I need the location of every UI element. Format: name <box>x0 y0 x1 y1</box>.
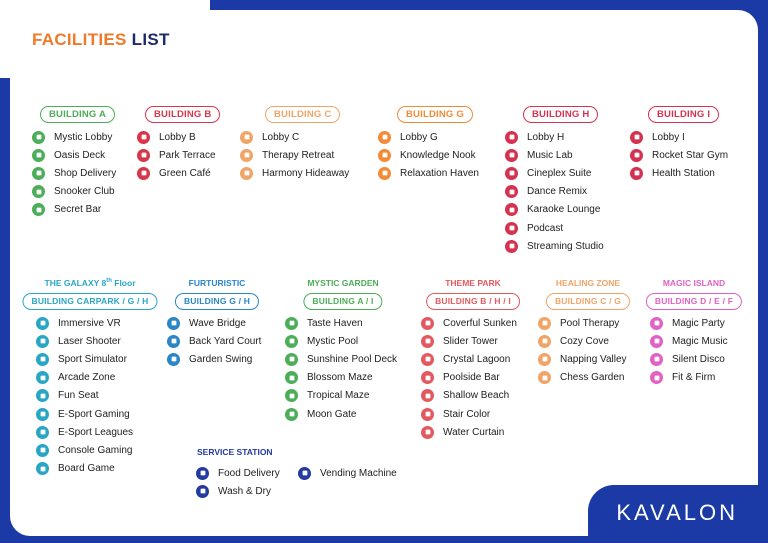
cafe-icon <box>137 167 150 180</box>
deck-icon <box>32 149 45 162</box>
facility-label: Podcast <box>527 222 564 234</box>
arcade-icon <box>36 371 49 384</box>
facility-label: Magic Party <box>672 317 725 329</box>
facility-item <box>285 405 397 423</box>
facility-item <box>32 183 116 201</box>
console-icon <box>36 444 49 457</box>
service-station-title: SERVICE STATION <box>197 447 273 457</box>
facility-item <box>421 387 517 405</box>
facility-label: Wave Bridge <box>189 317 246 329</box>
lobby-icon <box>32 131 45 144</box>
cart-icon <box>32 167 45 180</box>
facility-label: Music Lab <box>527 149 573 161</box>
stream-icon <box>505 240 518 253</box>
facility-label: Magic Music <box>672 335 728 347</box>
building-pill: BUILDING H <box>523 106 598 123</box>
court-icon <box>167 335 180 348</box>
pool-therapy-icon <box>538 317 551 330</box>
facility-item <box>421 350 517 368</box>
building-pill: BUILDING C <box>265 106 340 123</box>
facility-label: Snooker Club <box>54 186 115 198</box>
food-delivery-icon <box>196 467 209 480</box>
facility-item <box>285 369 397 387</box>
building-pill: BUILDING A <box>40 106 115 123</box>
facility-item <box>630 164 728 182</box>
facility-item <box>285 387 397 405</box>
facility-label: E-Sport Gaming <box>58 408 130 420</box>
facility-item <box>285 314 397 332</box>
facility-label: Arcade Zone <box>58 372 116 384</box>
facility-item <box>240 164 349 182</box>
building-pill: BUILDING B <box>145 106 220 123</box>
facility-list <box>630 128 728 183</box>
facility-item <box>505 183 604 201</box>
facility-item <box>505 128 604 146</box>
facility-label: Knowledge Nook <box>400 149 476 161</box>
taste-icon <box>285 317 298 330</box>
facility-item <box>378 146 479 164</box>
service-item <box>298 464 397 482</box>
disco-icon <box>650 353 663 366</box>
facility-item <box>36 405 133 423</box>
facility-item <box>36 423 133 441</box>
facility-label: Green Café <box>159 167 211 179</box>
facility-label: Shallow Beach <box>443 390 510 402</box>
facility-item <box>421 405 517 423</box>
facility-label: Garden Swing <box>189 353 253 365</box>
facility-label: Chess Garden <box>560 372 625 384</box>
facility-label: Immersive VR <box>58 317 121 329</box>
facility-label: Therapy Retreat <box>262 149 335 161</box>
facility-item <box>285 332 397 350</box>
facility-item <box>630 146 728 164</box>
category-title <box>189 278 246 288</box>
facility-item <box>650 350 728 368</box>
facility-list <box>137 128 216 183</box>
facility-label: Sunshine Pool Deck <box>307 353 398 365</box>
category-title <box>556 278 620 288</box>
therapy-icon <box>240 149 253 162</box>
facility-label: Sport Simulator <box>58 353 127 365</box>
facility-list <box>240 128 349 183</box>
moon-icon <box>285 408 298 421</box>
category-title <box>663 278 725 288</box>
wave-icon <box>167 317 180 330</box>
poolbar-icon <box>421 371 434 384</box>
facility-label: Relaxation Haven <box>400 167 479 179</box>
facility-label: Cozy Cove <box>560 335 609 347</box>
facility-label: Secret Bar <box>54 204 102 216</box>
beach-icon <box>421 389 434 402</box>
building-pill: BUILDING G / H <box>175 293 259 310</box>
facility-item <box>505 164 604 182</box>
category-name: MAGIC ISLAND <box>662 278 726 288</box>
facility-label: Blossom Maze <box>307 372 373 384</box>
facility-item <box>36 441 133 459</box>
esport-icon <box>36 408 49 421</box>
cove-icon <box>538 335 551 348</box>
facility-label: Wash & Dry <box>218 485 271 497</box>
facility-item <box>650 332 728 350</box>
facility-item <box>378 164 479 182</box>
facility-label: Vending Machine <box>320 467 397 479</box>
chess-icon <box>538 371 551 384</box>
laser-icon <box>36 335 49 348</box>
facility-label: Fun Seat <box>58 390 99 402</box>
category-name: FURTURISTIC <box>188 278 246 288</box>
snooker-icon <box>32 185 45 198</box>
facility-label: Crystal Lagoon <box>443 353 511 365</box>
facility-item <box>378 128 479 146</box>
building-pill: BUILDING B / H / I <box>426 293 520 310</box>
building-pill: BUILDING C / G <box>546 293 630 310</box>
lobby-icon <box>505 131 518 144</box>
category-name: THE GALAXY 8 <box>44 278 107 288</box>
facility-label: Lobby H <box>527 131 565 143</box>
facility-list <box>650 314 728 387</box>
tropical-icon <box>285 389 298 402</box>
facility-item <box>36 460 133 478</box>
facility-label: Streaming Studio <box>527 240 604 252</box>
facility-item <box>505 201 604 219</box>
facility-item <box>36 387 133 405</box>
facility-label: Shop Delivery <box>54 167 117 179</box>
facility-label: Board Game <box>58 463 115 475</box>
lobby-icon <box>240 131 253 144</box>
kavalon-logo: KAVALON <box>616 500 738 525</box>
facility-item <box>421 314 517 332</box>
facility-item <box>505 146 604 164</box>
facility-label: Dance Remix <box>527 186 588 198</box>
harmony-icon <box>240 167 253 180</box>
facility-label: Tropical Maze <box>307 390 370 402</box>
facility-item <box>36 332 133 350</box>
facility-item <box>137 164 216 182</box>
dance-icon <box>505 185 518 198</box>
vr-icon <box>36 317 49 330</box>
category-sup: th <box>106 278 112 285</box>
category-title <box>45 278 136 288</box>
facility-list <box>285 314 397 423</box>
facility-item <box>167 314 261 332</box>
facility-label: Cineplex Suite <box>527 167 592 179</box>
building-pill: BUILDING I <box>648 106 719 123</box>
facility-label: Console Gaming <box>58 444 133 456</box>
board-icon <box>36 462 49 475</box>
facility-item <box>538 369 627 387</box>
lobby-icon <box>378 131 391 144</box>
facility-item <box>538 314 627 332</box>
facility-item <box>630 128 728 146</box>
facility-label: Coverful Sunken <box>443 317 517 329</box>
building-pill: BUILDING D / E / F <box>646 293 742 310</box>
facility-list <box>167 314 261 369</box>
service-item <box>196 464 280 482</box>
facility-item <box>32 146 116 164</box>
fit-icon <box>650 371 663 384</box>
facility-list <box>36 314 133 478</box>
facility-label: Water Curtain <box>443 426 505 438</box>
facility-label: Lobby B <box>159 131 196 143</box>
facility-label: E-Sport Leagues <box>58 426 134 438</box>
building-pill: BUILDING CARPARK / G / H <box>22 293 157 310</box>
category-suffix: Floor <box>111 278 136 288</box>
facility-label: Stair Color <box>443 408 491 420</box>
category-title <box>445 278 501 288</box>
title-rest: LIST <box>131 30 170 49</box>
facility-label: Rocket Star Gym <box>652 149 729 161</box>
facility-item <box>36 369 133 387</box>
facility-item <box>137 128 216 146</box>
facility-item <box>137 146 216 164</box>
facility-item <box>32 164 116 182</box>
facility-item <box>538 350 627 368</box>
facility-item <box>167 332 261 350</box>
facility-label: Mystic Lobby <box>54 131 113 143</box>
lobby-icon <box>137 131 150 144</box>
facility-label: Back Yard Court <box>189 335 262 347</box>
service-item <box>196 482 271 500</box>
bar-icon <box>32 203 45 216</box>
seat-icon <box>36 389 49 402</box>
category-name: THEME PARK <box>445 278 501 288</box>
facility-label: Poolside Bar <box>443 372 500 384</box>
facility-label: Laser Shooter <box>58 335 121 347</box>
title-accent: FACILITIES <box>32 30 127 49</box>
pool-icon <box>285 335 298 348</box>
facility-label: Food Delivery <box>218 467 280 479</box>
sun-icon <box>285 353 298 366</box>
lagoon-icon <box>421 353 434 366</box>
facility-label: Health Station <box>652 167 715 179</box>
music-icon <box>505 149 518 162</box>
wash-icon <box>196 485 209 498</box>
building-pill: BUILDING A / I <box>303 293 382 310</box>
sunken-icon <box>421 317 434 330</box>
vending-icon <box>298 467 311 480</box>
facility-item <box>32 201 116 219</box>
facility-label: Harmony Hideaway <box>262 167 350 179</box>
party-icon <box>650 317 663 330</box>
facility-item <box>32 128 116 146</box>
terrace-icon <box>137 149 150 162</box>
category-title <box>307 278 378 288</box>
relax-icon <box>378 167 391 180</box>
facility-item <box>285 350 397 368</box>
facility-label: Karaoke Lounge <box>527 204 601 216</box>
lobby-icon <box>630 131 643 144</box>
facility-item <box>167 350 261 368</box>
facility-item <box>36 314 133 332</box>
book-icon <box>378 149 391 162</box>
facility-item <box>505 219 604 237</box>
facility-label: Lobby C <box>262 131 300 143</box>
facility-item <box>505 237 604 255</box>
slider-icon <box>421 335 434 348</box>
facility-item <box>36 350 133 368</box>
page-title <box>32 30 170 50</box>
facility-list <box>421 314 517 441</box>
facility-label: Mystic Pool <box>307 335 359 347</box>
category-name: MYSTIC GARDEN <box>307 278 379 288</box>
facility-label: Lobby G <box>400 131 438 143</box>
facility-item <box>421 423 517 441</box>
facility-label: Silent Disco <box>672 353 725 365</box>
facility-item <box>240 128 349 146</box>
facility-label: Napping Valley <box>560 353 627 365</box>
facility-label: Pool Therapy <box>560 317 620 329</box>
building-pill: BUILDING G <box>397 106 473 123</box>
facility-list <box>505 128 604 255</box>
facility-item <box>650 369 728 387</box>
facility-label: Lobby I <box>652 131 685 143</box>
facility-list <box>32 128 116 219</box>
facility-item <box>421 332 517 350</box>
facility-label: Fit & Firm <box>672 372 716 384</box>
curtain-icon <box>421 426 434 439</box>
facility-item <box>421 369 517 387</box>
facility-list <box>538 314 627 387</box>
facility-item <box>538 332 627 350</box>
nap-icon <box>538 353 551 366</box>
facility-item <box>240 146 349 164</box>
facility-list <box>378 128 479 183</box>
cinema-icon <box>505 167 518 180</box>
facility-label: Slider Tower <box>443 335 498 347</box>
simulator-icon <box>36 353 49 366</box>
facility-label: Moon Gate <box>307 408 357 420</box>
karaoke-icon <box>505 203 518 216</box>
facility-label: Taste Haven <box>307 317 363 329</box>
swing-icon <box>167 353 180 366</box>
magic-music-icon <box>650 335 663 348</box>
gym-icon <box>630 149 643 162</box>
mic-icon <box>505 222 518 235</box>
facility-item <box>650 314 728 332</box>
category-name: HEALING ZONE <box>555 278 621 288</box>
facility-label: Park Terrace <box>159 149 216 161</box>
health-icon <box>630 167 643 180</box>
maze-icon <box>285 371 298 384</box>
stair-icon <box>421 408 434 421</box>
league-icon <box>36 426 49 439</box>
facility-label: Oasis Deck <box>54 149 106 161</box>
